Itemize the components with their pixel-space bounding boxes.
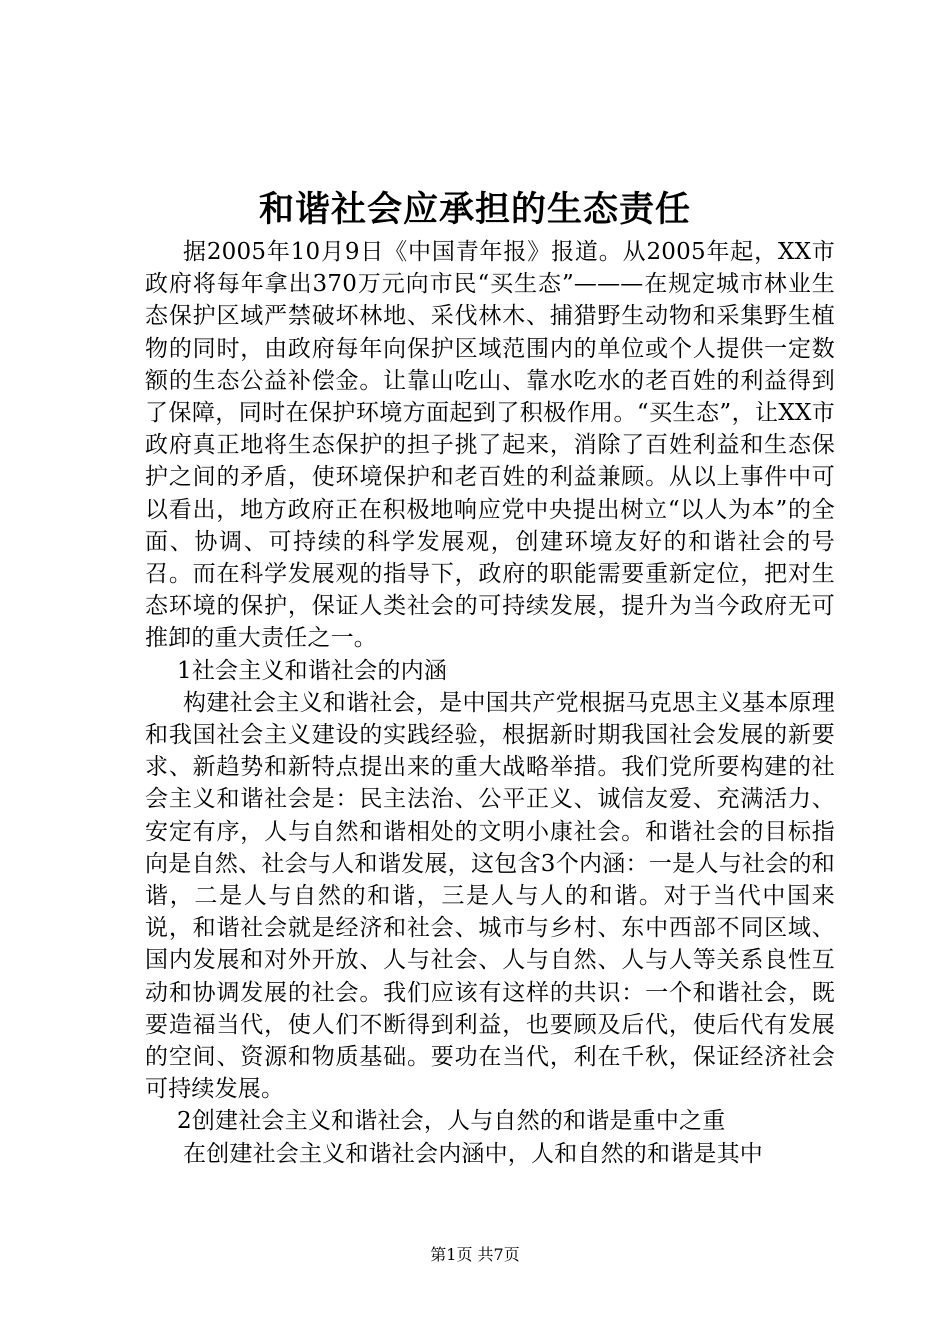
section-heading-2: 2创建社会主义和谐社会，人与自然的和谐是重中之重 (177, 1108, 726, 1135)
page-footer: 第1页 共7页 (430, 1245, 520, 1264)
section-heading-1: 1社会主义和谐社会的内涵 (177, 657, 448, 684)
document-title: 和谐社会应承担的生态责任 (258, 189, 691, 230)
paragraph-section-2: 在创建社会主义和谐社会内涵中，人和自然的和谐是其中 (183, 1140, 763, 1167)
paragraph-intro: 据2005年10月9日《中国青年报》报道。从2005年起，XX市政府将每年拿出370万元向市民“买生态”———在规定城市林业生态保护区域严禁破坏林地、采伐林木、捕猎野生动物和采集野生植物的同时，由政府每年向保护区域范围内的单位或个人提供一定数额的生态公益补偿金。让靠山吃山、靠水吃水的老百姓的利益得到了保障，同时在保护环境方面起到了积极作用。“买生态”，让XX市政府真正地将生态保护的担子挑了起来，消除了百姓利益和生态保护之间的矛盾，使环境保护和老百姓的利益兼顾。从以上事件中可以看出，地方政府正在积极地响应党中央提出树立“以人为本”的全面、协调、可持续的科学发展观，创建环境友好的和谐社会的号召。而在科学发展观的指导下，政府的职能需要重新定位，把对生态环境的保护，保证人类社会的可持续发展，提升为当今政府无可推卸的重大责任之一。 (145, 239, 835, 652)
paragraph-section-1: 构建社会主义和谐社会，是中国共产党根据马克思主义基本原理和我国社会主义建设的实践经验，根据新时期我国社会发展的新要求、新趋势和新特点提出来的重大战略举措。我们党所要构建的社会主义和谐社会是：民主法治、公平正义、诚信友爱、充满活力、安定有序，人与自然和谐相处的文明小康社会。和谐社会的目标指向是自然、社会与人和谐发展，这包含3个内涵：一是人与社会的和谐，二是人与自然的和谐，三是人与人的和谐。对于当代中国来说，和谐社会就是经济和社会、城市与乡村、东中西部不同区域、国内发展和对外开放、人与社会、人与自然、人与人等关系良性互动和协调发展的社会。我们应该有这样的共识：一个和谐社会，既要造福当代，使人们不断得到利益，也要顾及后代，使后代有发展的空间、资源和物质基础。要功在当代，利在千秋，保证经济社会可持续发展。 (145, 689, 835, 1103)
document-body (145, 236, 835, 1170)
